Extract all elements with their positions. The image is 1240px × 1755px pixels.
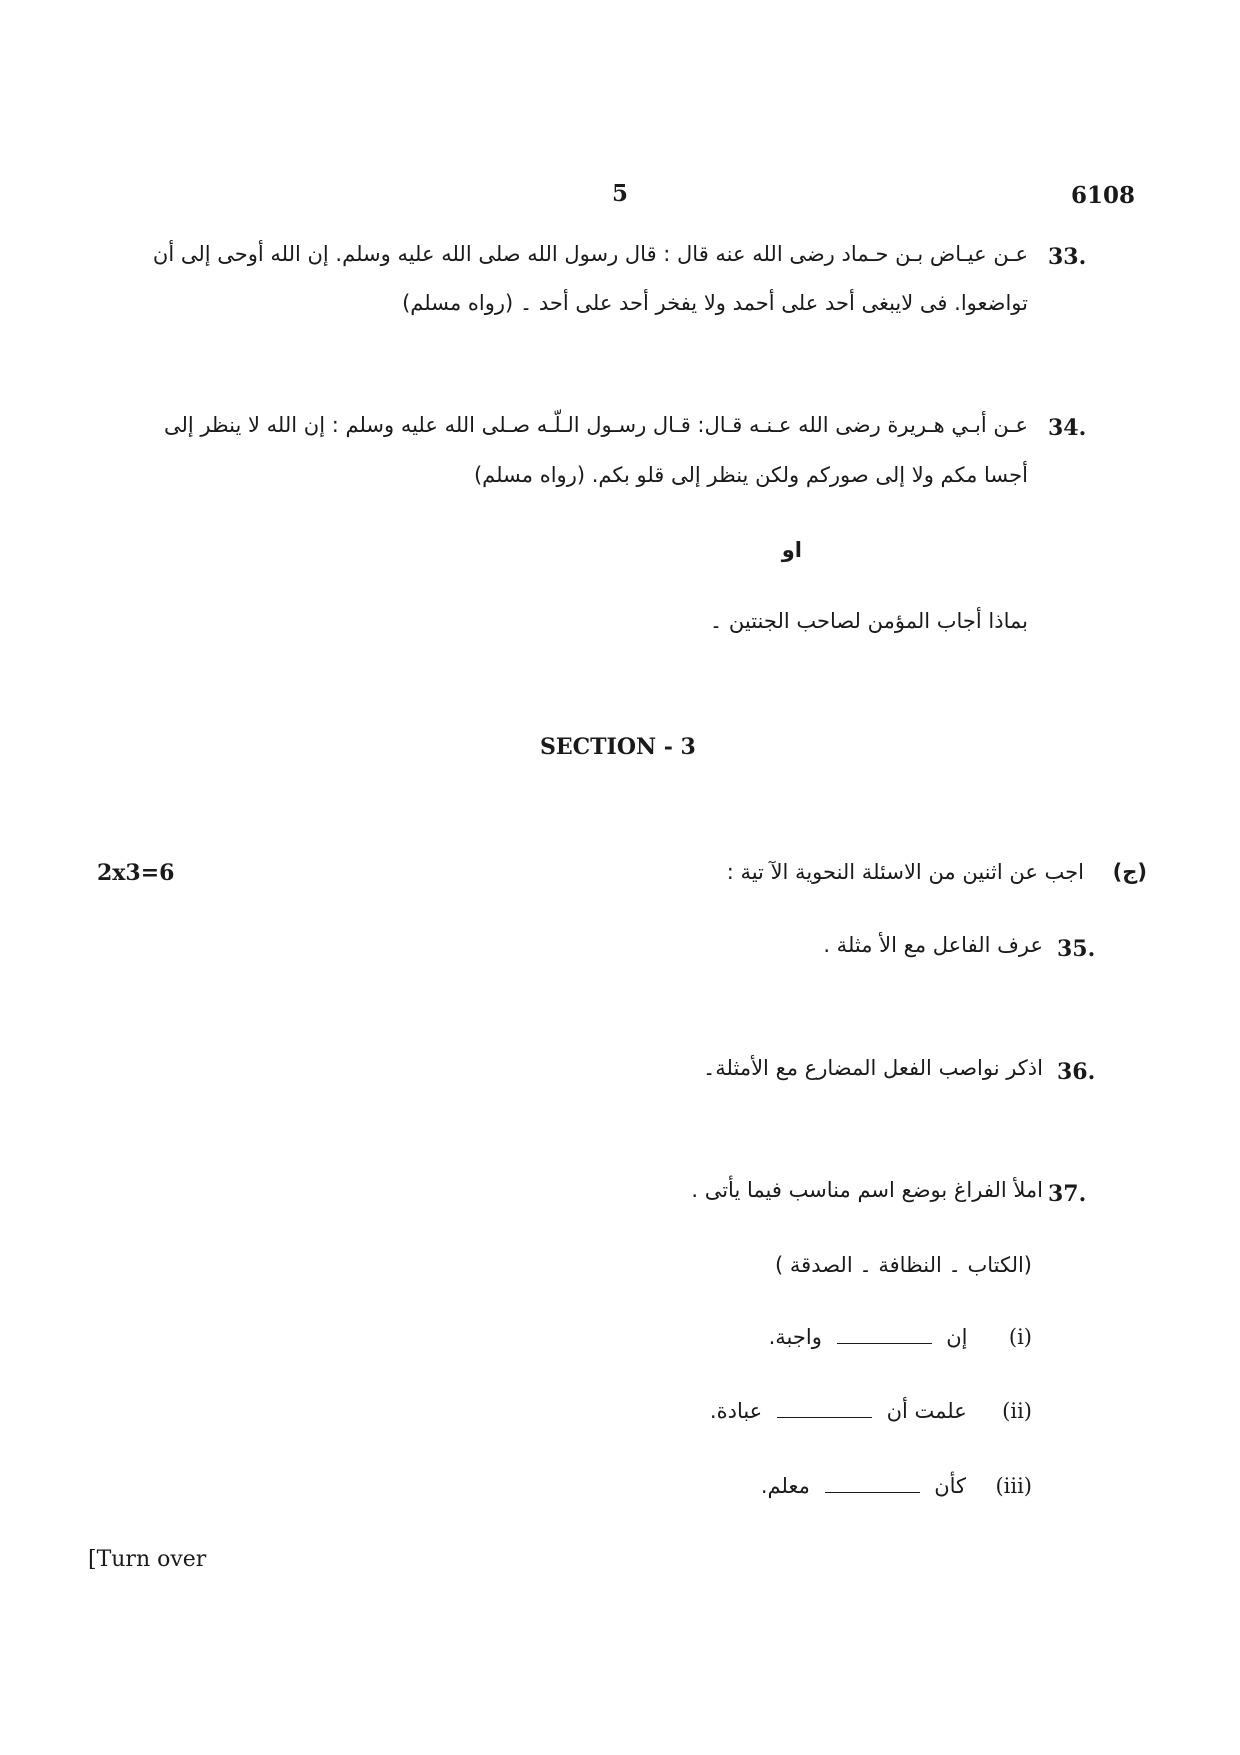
question-36-text: اذكر نواصب الفعل المضارع مع الأمثلة۔ [702,1056,1043,1080]
question-number-37: 37. [1048,1181,1087,1207]
question-35-text: عرف الفاعل مع الأ مثلة . [823,933,1043,957]
question-33-line-1: عـن عيـاض بـن حـماد رضى الله عنه قال : قال رسول الله صلى الله عليه وسلم. إن الله أوحى إلى أن [152,242,1028,266]
question-34-line-1: عـن أبـي هـريرة رضى الله عـنـه قـال: قـال رسـول الـلّـه صـلى الله عليه وسلم : إن الله لا ينظر إلى [163,413,1028,437]
question-number-35: 35. [1057,936,1096,962]
fill-blank-item [761,1474,1032,1498]
turn-over-note: [Turn over [88,1547,207,1572]
item-text-before: علمت أن [886,1399,967,1423]
section-label: (ج) [1112,860,1147,884]
fill-blank-item [769,1325,1032,1349]
page-number: 5 [612,180,629,207]
paper-code: 6108 [1071,182,1136,209]
question-number-36: 36. [1057,1059,1096,1085]
question-34-line-2: أجسا مكم ولا إلى صوركم ولكن ينظر إلى قلو بكم. (رواه مسلم) [473,463,1028,487]
section-instruction: اجب عن اثنين من الاسئلة النحوية الآ تية : [726,860,1084,884]
item-text-after: عبادة. [709,1399,763,1423]
question-37-options: (الكتاب ۔ النظافة ۔ الصدقة ) [775,1253,1032,1277]
item-text-after: معلم. [760,1474,810,1498]
item-text-before: إن [946,1325,968,1349]
question-37-text: املأ الفراغ بوضع اسم مناسب فيما يأتى . [691,1178,1043,1202]
answer-blank [825,1474,920,1493]
answer-blank [777,1399,872,1418]
section-marks: 2x3=6 [97,860,175,886]
question-number-34: 34. [1048,415,1087,441]
question-number-33: 33. [1048,244,1087,270]
item-text-before: كأن [934,1474,967,1498]
section-title: SECTION - 3 [540,734,696,760]
item-label: (iii) [995,1474,1032,1498]
question-34-alternative: بماذا أجاب المؤمن لصاحب الجنتين ۔ [709,609,1028,633]
item-label: (i) [1008,1325,1032,1349]
item-label: (ii) [1002,1399,1032,1423]
question-33-line-2: تواضعوا. فى لايبغى أحد على أحمد ولا يفخر أحد على أحد ۔ (رواه مسلم) [402,291,1028,315]
or-separator: او [781,538,802,562]
fill-blank-item [710,1399,1032,1423]
item-text-after: واجبة. [768,1325,822,1349]
answer-blank [837,1325,932,1344]
